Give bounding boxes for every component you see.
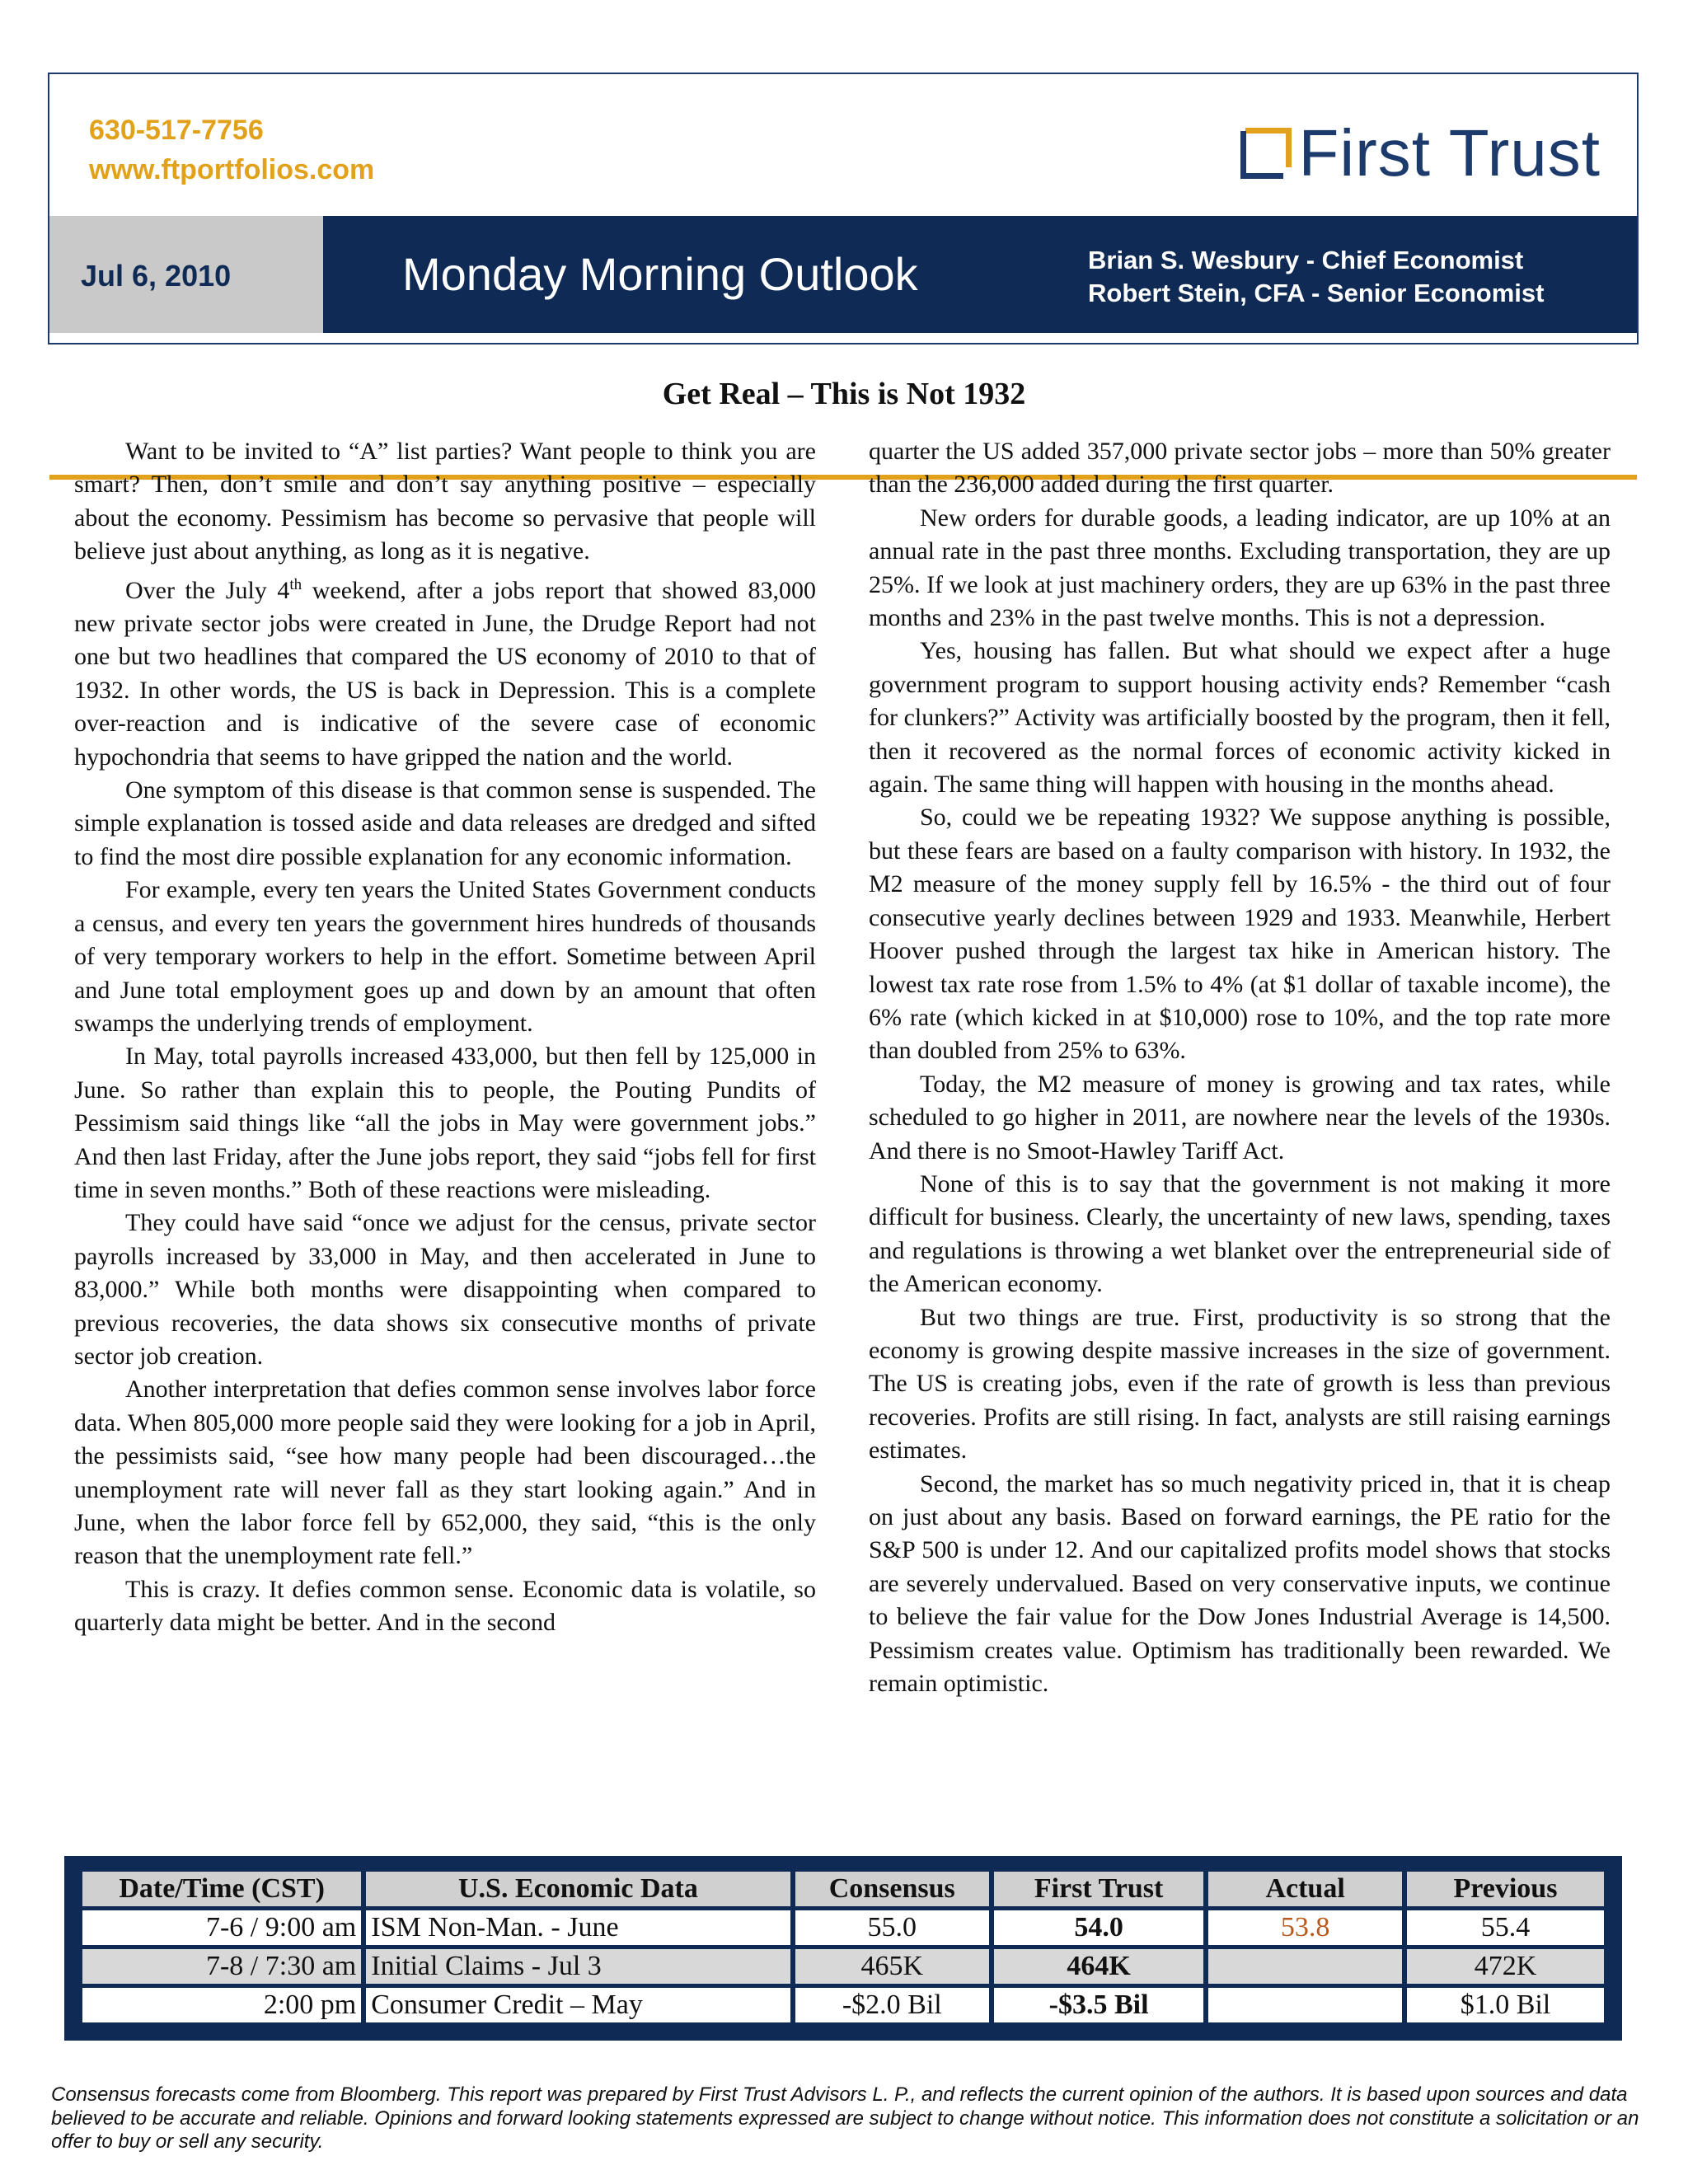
paragraph: In May, total payrolls increased 433,000, but then fell by 125,000 in June. So rather than explain this to people, the Pouting Pundits of Pessimism said things like “all the jobs in May were government jobs.” And then last Friday, after the June jobs report, they said “jobs fell for first time in seven months.” Both of these reactions were misleading. (74, 1043, 816, 1203)
first-trust-logo (1240, 116, 1601, 190)
contact-info (89, 110, 374, 190)
cell-indicator: ISM Non-Man. - June (366, 1910, 790, 1945)
header-first-trust: First Trust (994, 1872, 1203, 1906)
table-row (82, 1949, 1604, 1984)
cell-actual (1208, 1949, 1402, 1984)
cell-previous: 55.4 (1407, 1910, 1604, 1945)
table-header-row (82, 1872, 1604, 1906)
table-row (82, 1910, 1604, 1945)
cell-indicator: Consumer Credit – May (366, 1988, 790, 2022)
paragraph: Another interpretation that defies common sense involves labor force data. When 805,000 more people said they were looking for a job in April, the pessimists said, “see how many people had been discouraged…the unemployment rate will never fall as they start looking again.” And in June, when the labor force fell by 652,000, they said, “this is the only reason that the unemployment rate fell.” (74, 1376, 816, 1570)
data-table (77, 1868, 1609, 2027)
title-band (49, 216, 1637, 333)
cell-first-trust: -$3.5 Bil (994, 1988, 1203, 2022)
ordinal-suffix: th (289, 575, 302, 593)
header-datetime: Date/Time (CST) (82, 1872, 361, 1906)
cell-indicator: Initial Claims - Jul 3 (366, 1949, 790, 1984)
article-column-left (74, 435, 816, 1640)
cell-time: 2:00 pm (82, 1988, 361, 2022)
paragraph-continued: quarter the US added 357,000 private sector jobs – more than 50% greater than the 236,000 added during the first quarter. (869, 438, 1611, 499)
paragraph: Want to be invited to “A” list parties? Want people to think you are smart? Then, don’t smile and don’t say anything positive – especially about the economy. Pessimism has become so pervasive that people will believe just about anything, as long as it is negative. (74, 438, 816, 565)
header-previous: Previous (1407, 1872, 1604, 1906)
authors (1088, 244, 1544, 310)
paragraph: Today, the M2 measure of money is growing and tax rates, while scheduled to go higher in 2011, are nowhere near the levels of the 1930s. And there is no Smoot-Hawley Tariff Act. (869, 1070, 1611, 1165)
cell-first-trust: 54.0 (994, 1910, 1203, 1945)
article-headline: Get Real – This is Not 1932 (662, 377, 1026, 411)
cell-consensus: -$2.0 Bil (795, 1988, 989, 2022)
logo-bracket-icon (1240, 128, 1292, 179)
cell-first-trust: 464K (994, 1949, 1203, 1984)
disclaimer: Consensus forecasts come from Bloomberg. This report was prepared by First Trust Advisors L. P., and reflects the current opinion of the authors. It is based upon sources and data believed to be accurate and reliable. Opinions and forward looking statements expressed are subject to change without notice. This information does not constitute a solicitation or an offer to buy or sell any security. (51, 2083, 1639, 2153)
paragraph: One symptom of this disease is that common sense is suspended. The simple explanation is tossed aside and data releases are dredged and sifted to find the most dire possible explanation for any economic information. (74, 776, 816, 870)
paragraph: So, could we be repeating 1932? We suppose anything is possible, but these fears are based on a faulty comparison with history. In 1932, the M2 measure of the money supply fell by 16.5% - the third out of four consecutive yearly declines between 1929 and 1933. Meanwhile, Herbert Hoover pushed through the largest tax hike in American history. The lowest tax rate rose from 1.5% to 4% (at $1 dollar of taxable income), the 6% rate (which kicked in at $10,000) rose to 10%, and the top rate more than doubled from 25% to 63%. (869, 804, 1611, 1065)
report-header (48, 73, 1639, 344)
cell-previous: $1.0 Bil (1407, 1988, 1604, 2022)
report-title: Monday Morning Outlook (402, 248, 918, 300)
header-economic-data: U.S. Economic Data (366, 1872, 790, 1906)
cell-consensus: 465K (795, 1949, 989, 1984)
header-actual: Actual (1208, 1872, 1402, 1906)
date-box (49, 216, 323, 333)
cell-time: 7-6 / 9:00 am (82, 1910, 361, 1945)
paragraph: They could have said “once we adjust for the census, private sector payrolls increased by 33,000 in May, and then accelerated in June to 83,000.” While both months were disappointing when compared to previous recoveries, the data shows six consecutive months of private sector job creation. (74, 1209, 816, 1370)
economic-data-table (64, 1856, 1622, 2041)
paragraph: This is crazy. It defies common sense. Economic data is volatile, so quarterly data might be better. And in the second (74, 1575, 816, 1637)
author-chief-economist: Brian S. Wesbury - Chief Economist (1088, 246, 1524, 274)
paragraph: But two things are true. First, productivity is so strong that the economy is growing despite massive increases in the size of government. The US is creating jobs, even if the rate of growth is less than previous recoveries. Profits are still rising. In fact, analysts are still raising earnings estimates. (869, 1303, 1611, 1465)
cell-consensus: 55.0 (795, 1910, 989, 1945)
paragraph: For example, every ten years the United States Government conducts a census, and every ten years the government hires hundreds of thousands of very temporary workers to help in the effort. Sometime between April and June total employment goes up and down by an amount that often swamps the underlying trends of employment. (74, 876, 816, 1037)
cell-previous: 472K (1407, 1949, 1604, 1984)
paragraph: New orders for durable goods, a leading indicator, are up 10% at an annual rate in the past three months. Excluding transportation, they are up 25%. If we look at just machinery orders, they are up 63% in the past three months and 23% in the past twelve months. This is not a depression. (869, 504, 1611, 632)
website-link[interactable]: www.ftportfolios.com (89, 154, 375, 185)
author-senior-economist: Robert Stein, CFA - Senior Economist (1088, 279, 1545, 307)
table-row (82, 1988, 1604, 2022)
report-date: Jul 6, 2010 (81, 259, 232, 293)
phone-number: 630-517-7756 (89, 115, 264, 146)
paragraph: None of this is to say that the government is not making it more difficult for business. Clearly, the uncertainty of new laws, spending, taxes and regulations is throwing a wet blanket over the entrepreneurial side of the American economy. (869, 1169, 1611, 1298)
paragraph: Second, the market has so much negativity priced in, that it is cheap on just about any basis. Based on forward earnings, the PE ratio for the S&P 500 is under 12. And our capitalized profits model shows that stocks are severely undervalued. Based on very conservative inputs, we continue to believe the fair value for the Dow Jones Industrial Average is 14,500. Pessimism creates value. Optimism has traditionally been rewarded. We remain optimistic. (869, 1469, 1611, 1698)
cell-actual (1208, 1988, 1402, 2022)
header-consensus: Consensus (795, 1872, 989, 1906)
cell-time: 7-8 / 7:30 am (82, 1949, 361, 1984)
cell-actual: 53.8 (1208, 1910, 1402, 1945)
logo-text: First Trust (1298, 116, 1601, 190)
article-column-right (869, 435, 1611, 1700)
paragraph-july-4th: Over the July 4th weekend, after a jobs report that showed 83,000 new private sector jobs were created in June, the Drudge Report had not one but two headlines that compared the US economy of 2010 to that of 1932. In other words, the US is back in Depression. This is a complete over-reaction and is indicative of the severe case of economic hypochondria that seems to have gripped the nation and the world. (74, 575, 816, 771)
paragraph: Yes, housing has fallen. But what should we expect after a huge government program to support housing activity ends? Remember “cash for clunkers?” Activity was artificially boosted by the program, then it fell, then it recovered as the normal forces of economic activity kicked in again. The same thing will happen with housing in the months ahead. (869, 637, 1611, 799)
